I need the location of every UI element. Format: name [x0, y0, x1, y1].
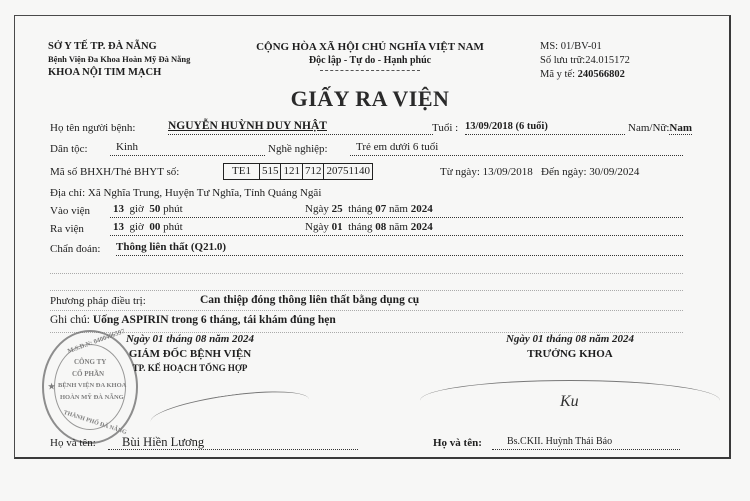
- insurance-validity: Từ ngày: 13/09/2018 Đến ngày: 30/09/2024: [440, 166, 640, 178]
- stamp-city: THÀNH PHỐ ĐÀ NẴNG: [62, 409, 128, 437]
- blank-line: [50, 272, 683, 274]
- admission-field: [110, 203, 683, 218]
- header-right: [540, 40, 630, 82]
- ethnicity-value: Kinh: [116, 141, 138, 153]
- age-field: [465, 120, 625, 135]
- form-code: MS: 01/BV-01: [540, 41, 602, 52]
- sex-field: Nam/Nữ:Nam: [628, 122, 693, 134]
- age-value: 13/09/2018 (6 tuổi): [465, 121, 548, 132]
- hospital-name: Bệnh Viện Đa Khoa Hoàn Mỹ Đà Nẵng: [48, 54, 191, 64]
- right-signer-name: Bs.CKII. Huỳnh Thái Bảo: [507, 436, 613, 447]
- insurance-label: Mã số BHXH/Thẻ BHYT số:: [50, 166, 180, 178]
- left-signature-subtitle: TP. KẾ HOẠCH TỔNG HỢP: [132, 363, 248, 373]
- occupation-value: Trẻ em dưới 6 tuổi: [356, 141, 439, 153]
- left-signature-date: Ngày 01 tháng 08 năm 2024: [125, 333, 255, 345]
- insurance-part-3: 121: [280, 164, 302, 179]
- left-signature-title: GIÁM ĐỐC BỆNH VIỆN: [128, 348, 252, 360]
- insurance-part-1: TE1: [232, 165, 251, 177]
- national-motto: Độc lập - Tự do - Hạnh phúc: [308, 55, 432, 66]
- motto-divider: [320, 70, 420, 71]
- treatment-label: Phương pháp điều trị:: [50, 295, 146, 307]
- ethnicity-field: [110, 141, 265, 156]
- occupation-field: [350, 141, 683, 156]
- archive-number: Số lưu trữ:24.015172: [540, 55, 630, 66]
- admission-date: Ngày 25 tháng 07 năm 2024: [305, 203, 433, 215]
- ethnicity-label: Dân tộc:: [50, 143, 88, 155]
- insurance-number-box: [223, 163, 373, 180]
- blank-line: [50, 309, 683, 311]
- diagnosis-value: Thông liên thất (Q21.0): [116, 241, 227, 253]
- stamp-star-icon: ★: [48, 382, 56, 391]
- stamp-tax-code: M.S.D.N: 0400496597: [66, 327, 126, 356]
- diagnosis-field: [116, 241, 683, 256]
- right-signature-title: TRƯỞNG KHOA: [527, 348, 613, 360]
- header-center: [225, 40, 515, 71]
- stamp-line-3: BỆNH VIỆN ĐA KHOA: [58, 382, 127, 389]
- right-signer-field: [492, 435, 680, 450]
- insurance-part-4: 712: [302, 164, 324, 179]
- stamp-line-1: CÔNG TY: [74, 358, 107, 366]
- left-signer-label: Họ và tên:: [50, 437, 96, 449]
- patient-name-label: Họ tên người bệnh:: [50, 122, 136, 134]
- discharge-date: Ngày 01 tháng 08 năm 2024: [305, 221, 433, 233]
- age-label: Tuổi :: [432, 122, 459, 134]
- treatment-value: Can thiệp đóng thông liên thất bằng dụng cụ: [200, 294, 420, 306]
- address-row: Địa chỉ: Xã Nghĩa Trung, Huyện Tư Nghĩa, Tỉnh Quảng Ngãi: [50, 187, 322, 199]
- admission-label: Vào viện: [50, 205, 91, 217]
- blank-line: [50, 289, 683, 291]
- discharge-time: 13 giờ 00 phút: [113, 221, 183, 233]
- ward-name: KHOA NỘI TIM MẠCH: [48, 67, 162, 78]
- left-signer-field: [108, 435, 358, 450]
- discharge-field: [110, 221, 683, 236]
- insurance-part-5: 20751140: [323, 164, 372, 179]
- insurance-to-date: 30/09/2024: [589, 166, 640, 178]
- insurance-part-2: 515: [259, 164, 281, 179]
- health-department: SỞ Y TẾ TP. ĐÀ NẴNG: [48, 41, 157, 52]
- nation-title: CỘNG HÒA XÃ HỘI CHỦ NGHĨA VIỆT NAM: [256, 41, 484, 53]
- diagnosis-label: Chẩn đoán:: [50, 243, 101, 255]
- document-title: GIẤY RA VIỆN: [290, 86, 450, 111]
- discharge-label: Ra viện: [50, 223, 84, 235]
- patient-name-field: [168, 120, 433, 135]
- patient-name: NGUYỄN HUỲNH DUY NHẬT: [168, 120, 327, 132]
- insurance-from-date: 13/09/2018: [482, 166, 533, 178]
- address-value: Xã Nghĩa Trung, Huyện Tư Nghĩa, Tỉnh Quảng Ngãi: [87, 187, 322, 199]
- note-value: Uống ASPIRIN trong 6 tháng, tái khám đúng hẹn: [92, 314, 336, 326]
- left-signer-name: Bùi Hiền Lương: [122, 435, 205, 449]
- right-signature-scribble: Ku: [560, 393, 579, 410]
- header-left: [48, 40, 190, 79]
- stamp-line-4: HOÀN MỸ ĐÀ NẴNG: [60, 394, 124, 401]
- sex-value: Nam: [669, 122, 693, 134]
- occupation-label: Nghề nghiệp:: [268, 143, 328, 155]
- stamp-line-2: CỔ PHẦN: [72, 370, 105, 378]
- right-signer-label: Họ và tên:: [433, 437, 482, 449]
- note-row: Ghi chú: Uống ASPIRIN trong 6 tháng, tái khám đúng hẹn: [50, 314, 336, 326]
- right-signature-date: Ngày 01 tháng 08 năm 2024: [505, 333, 635, 345]
- admission-time: 13 giờ 50 phút: [113, 203, 183, 215]
- medical-id: Mã y tế: 240566802: [540, 69, 625, 80]
